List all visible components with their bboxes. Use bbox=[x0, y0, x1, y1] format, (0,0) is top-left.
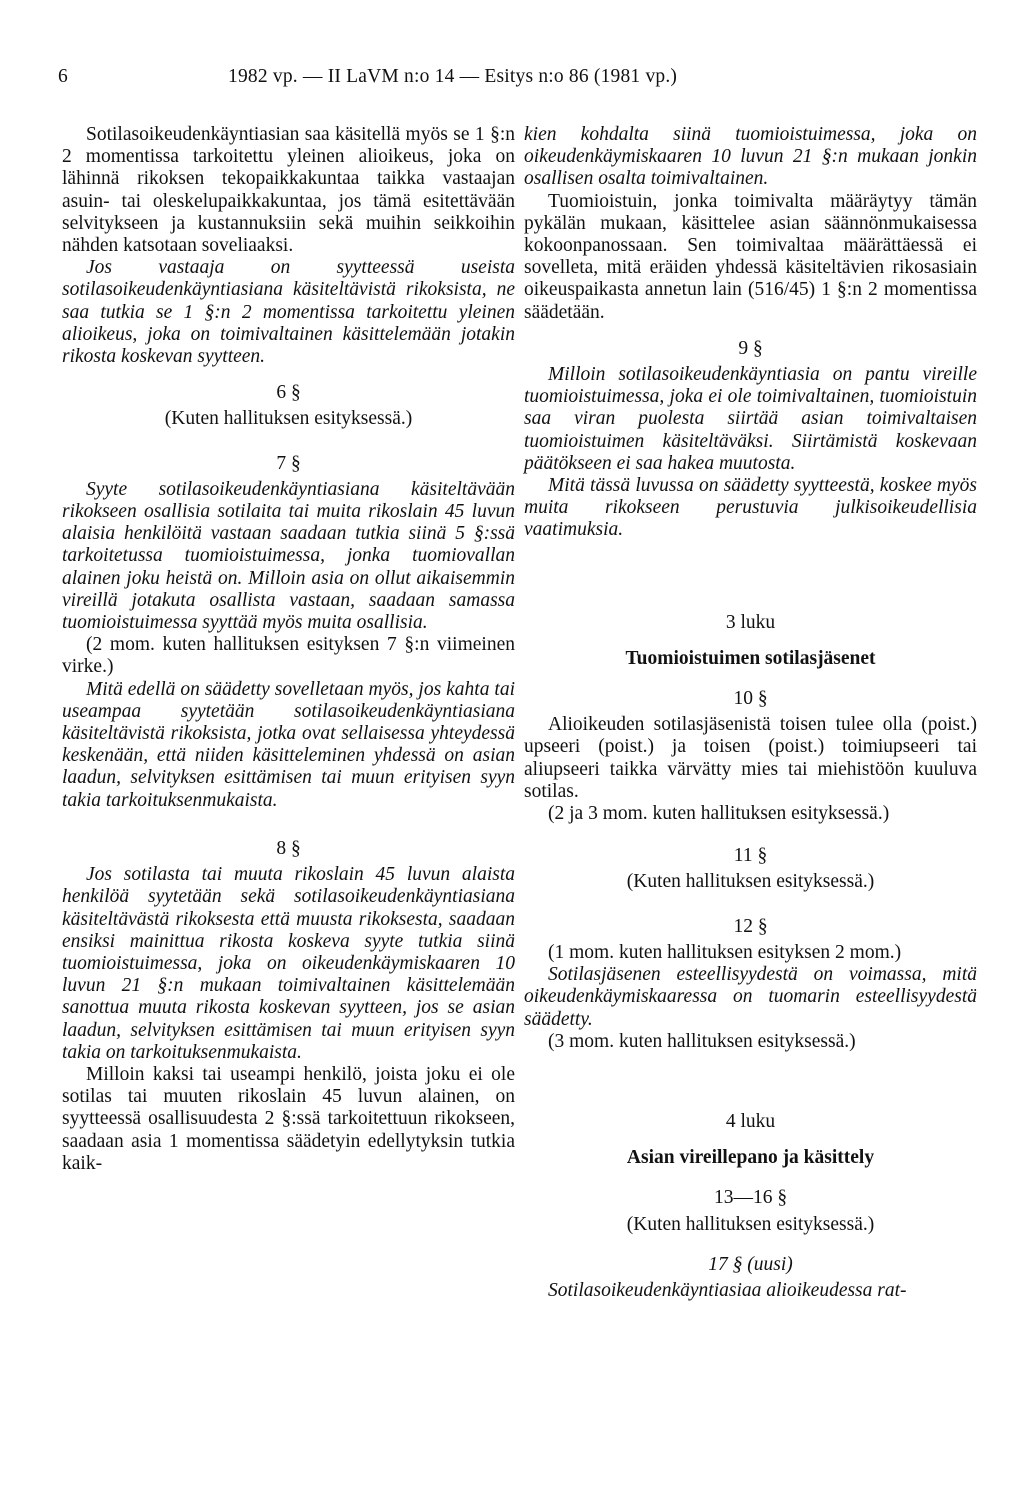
paragraph: Sotilasoikeudenkäyntiasian saa käsitellä myös se 1 §:n 2 momentissa tarkoitettu yleinen alioikeus, joka on lähinnä rikoksen tekopaikkakuntaa taikka vastaajan asuin- tai oleskelupaikkakuntaa, jos tämä esitettävään selvitykseen ja kustannuksiin sekä muihin seikkoihin nähden katsotaan soveliaaksi. bbox=[62, 124, 515, 257]
chapter-title: Tuomioistuimen sotilasjäsenet bbox=[625, 647, 876, 669]
paragraph: Syyte sotilasoikeudenkäyntiasiana käsiteltävään rikokseen osallisia sotilaita tai muita rikoslain 45 luvun alaisia henkilöitä vastaan saadaan tutkia siinä 5 §:ssä tarkoitetussa tuomioistuimessa, jonka tuomiovallan alainen joku heistä on. Milloin asia on ollut aikaisemmin vireillä jotakuta osallista vastaan, saadaan samassa tuomioistuimessa syyttää myös muita osallisia. bbox=[62, 478, 515, 634]
paragraph: Jos sotilasta tai muuta rikoslain 45 luvun alaista henkilöä syytetään sekä sotilasoikeudenkäyntiasiana käsiteltävästä rikoksesta että muusta rikoksesta, saadaan ensiksi mainittua rikosta koskeva syyte tutkia siinä tuomioistuimessa, joka on oikeudenkäymiskaaren 10 luvun 21 §:n mukaan toimivaltainen käsittelemään sanottua muuta rikosta koskevan syytteen, jos se asian laadun, selvityksen esittämisen tai muun erityisen syyn takia on tarkoituksenmukaista. bbox=[62, 864, 515, 1063]
page-number: 6 bbox=[58, 66, 68, 87]
chapter-heading: 3 luku bbox=[725, 611, 776, 633]
section-heading: 8 § bbox=[276, 837, 301, 859]
section-heading: 17 § (uusi) bbox=[708, 1253, 793, 1275]
paragraph: Jos vastaaja on syytteessä useista sotilasoikeudenkäyntiasiana käsiteltävistä rikoksista, ne saa tutkia se 1 §:n 2 momentissa tarkoitettu yleinen alioikeus, joka on toimivaltainen käsittelemään jotakin rikosta koskevan syytteen. bbox=[62, 257, 515, 368]
chapter-title: Asian vireillepano ja käsittely bbox=[626, 1147, 875, 1169]
section-heading: 9 § bbox=[738, 337, 763, 359]
running-title: 1982 vp. — II LaVM n:o 14 — Esitys n:o 86 (1981 vp.) bbox=[228, 66, 678, 87]
paragraph: Mitä tässä luvussa on säädetty syytteestä, koskee myös muita rikokseen perustuvia julkisoikeudellisia vaatimuksia. bbox=[524, 475, 977, 541]
paragraph: (2 ja 3 mom. kuten hallituksen esityksessä.) bbox=[548, 803, 890, 825]
section-heading: 11 § bbox=[733, 845, 768, 867]
paragraph: Sotilasoikeudenkäyntiasiaa alioikeudessa rat- bbox=[548, 1279, 907, 1301]
paragraph: Milloin kaksi tai useampi henkilö, joista joku ei ole sotilas tai muuten rikoslain 45 luvun alainen, on syytteessä osallisuudesta 2 §:ssä tarkoitettuun rikokseen, saadaan asia 1 momentissa säädetyin edellytyksin tutkia kaik- bbox=[62, 1063, 515, 1174]
paragraph: Sotilasjäsenen esteellisyydestä on voimassa, mitä oikeudenkäymiskaaressa on tuomarin esteellisyydestä säädetty. bbox=[524, 964, 977, 1030]
right-column bbox=[524, 124, 977, 1302]
paragraph: Milloin sotilasoikeudenkäyntiasia on pantu vireille tuomioistuimessa, joka ei ole toimivaltainen, tuomioistuin saa viran puolesta siirtää asian toimivaltaisen tuomioistuimen käsiteltäväksi. Siirtämistä koskevaan päätökseen ei saa hakea muutosta. bbox=[524, 364, 977, 474]
chapter-heading: 4 luku bbox=[725, 1110, 776, 1132]
paragraph: Alioikeuden sotilasjäsenistä toisen tulee olla (poist.) upseeri (poist.) ja toisen (poist.) toimiupseeri tai aliupseeri taikka värvätty mies tai miehistöön kuuluva sotilas. bbox=[524, 714, 977, 802]
paragraph: (2 mom. kuten hallituksen esityksen 7 §:n viimeinen virke.) bbox=[62, 634, 515, 678]
section-heading: 10 § bbox=[733, 688, 768, 710]
page-header bbox=[58, 62, 978, 92]
section-heading: 12 § bbox=[733, 915, 768, 937]
section-heading: 6 § bbox=[276, 382, 301, 404]
left-column bbox=[62, 124, 515, 1175]
section-heading: 7 § bbox=[276, 452, 301, 474]
paragraph: (Kuten hallituksen esityksessä.) bbox=[164, 408, 413, 430]
paragraph: (Kuten hallituksen esityksessä.) bbox=[626, 1213, 875, 1235]
paragraph: (1 mom. kuten hallituksen esityksen 2 mom.) bbox=[548, 941, 902, 963]
paragraph: Mitä edellä on säädetty sovelletaan myös, jos kahta tai useampaa syytetään sotilasoikeudenkäyntiasiana käsiteltävistä rikoksista, jotka ovat sellaisessa yhteydessä keskenään, että niiden käsitteleminen yhdessä on asian laadun, selvityksen esittämisen tai muun erityisen syyn takia tarkoituksenmukaista. bbox=[62, 678, 515, 811]
section-heading: 13—16 § bbox=[713, 1187, 788, 1209]
paragraph: (Kuten hallituksen esityksessä.) bbox=[626, 871, 875, 893]
paragraph: (3 mom. kuten hallituksen esityksessä.) bbox=[548, 1030, 856, 1052]
paragraph: kien kohdalta siinä tuomioistuimessa, joka on oikeudenkäymiskaaren 10 luvun 21 §:n mukaan jonkin osallisen osalta toimivaltainen. bbox=[524, 124, 977, 190]
paragraph: Tuomioistuin, jonka toimivalta määräytyy tämän pykälän mukaan, käsittelee asian säännönmukaisessa kokoonpanossaan. Sen toimivaltaa määrättäessä ei sovelleta, mitä eräiden yhdessä käsiteltävien rikosasiain oikeuspaikasta annetun lain (516/45) 1 §:n 2 momentissa säädetään. bbox=[524, 190, 977, 323]
